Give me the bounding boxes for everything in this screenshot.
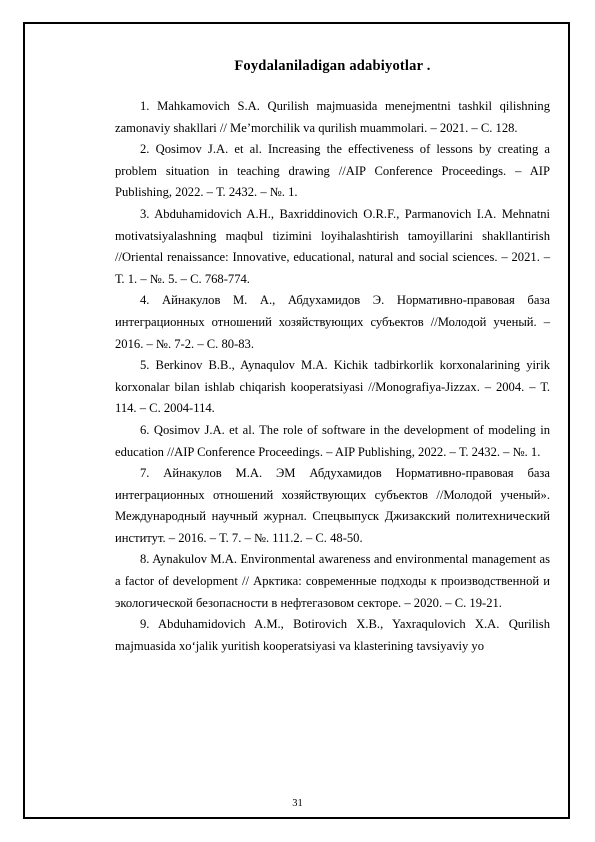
page-title: Foydalaniladigan adabiyotlar .: [234, 58, 431, 74]
reference-item: 6. Qosimov J.A. et al. The role of software in the development of modeling in education //AIP Conference Proceedings. – AIP Publishing, 2022. – Т. 2432. – №. 1.: [115, 422, 550, 459]
reference-list: [115, 96, 550, 657]
reference-item: 4. Айнакулов М. А., Абдухамидов Э. Нормативно-правовая база интеграционных отношений хозяйствующих субъектов //Молодой ученый. – 2016. – №. 7-2. – С. 80-83.: [115, 293, 550, 351]
page-content: [115, 58, 550, 657]
reference-item: 3. Abduhamidovich A.H., Baxriddinovich O.R.F., Parmanovich I.A. Mehnatni motivatsiyalashning maqbul tizimini loyihalashtirish tamoyillarini shakllantirish //Oriental renaissance: Innovative, educational, natural and social sciences. – 2021. – Т. 1. – №. 5. – С. 768-774.: [115, 206, 550, 286]
reference-item: 9. Abduhamidovich A.M., Botirovich X.B., Yaxraqulovich X.A. Qurilish majmuasida xo‘jalik yuritish kooperatsiyasi va klasterining tavsiyaviy yo: [115, 617, 550, 653]
reference-item: 5. Berkinov B.B., Aynaqulov M.A. Kichik tadbirkorlik korxonalarining yirik korxonalar bilan ishlab chiqarish kooperatsiyasi //Monografiya-Jizzax. – 2004. – Т. 114. – С. 2004-114.: [115, 358, 550, 416]
reference-item: 2. Qosimov J.A. et al. Increasing the effectiveness of lessons by creating a problem situation in teaching drawing //AIP Conference Proceedings. – AIP Publishing, 2022. – Т. 2432. – №. 1.: [115, 142, 550, 200]
reference-item: 7. Айнакулов М.А. ЭМ Абдухамидов Нормативно-правовая база интеграционных отношений хозяйствующих субъектов //Молодой ученый». Международный научный журнал. Спецвыпуск Джизакский политехнический институт. – 2016. – Т. 7. – №. 111.2. – С. 48-50.: [115, 466, 550, 545]
reference-item: 8. Aynakulov M.A. Environmental awareness and environmental management as a factor of development // Арктика: современные подходы к производственной и экологической безопасности в нефтегазовом секторе. – 2020. – С. 19-21.: [115, 552, 550, 610]
reference-item: 1. Mahkamovich S.A. Qurilish majmuasida menejmentni tashkil qilishning zamonaviy shakllari // Me’morchilik va qurilish muammolari. – 2021. – С. 128.: [115, 99, 550, 135]
page-number: 31: [292, 798, 303, 809]
